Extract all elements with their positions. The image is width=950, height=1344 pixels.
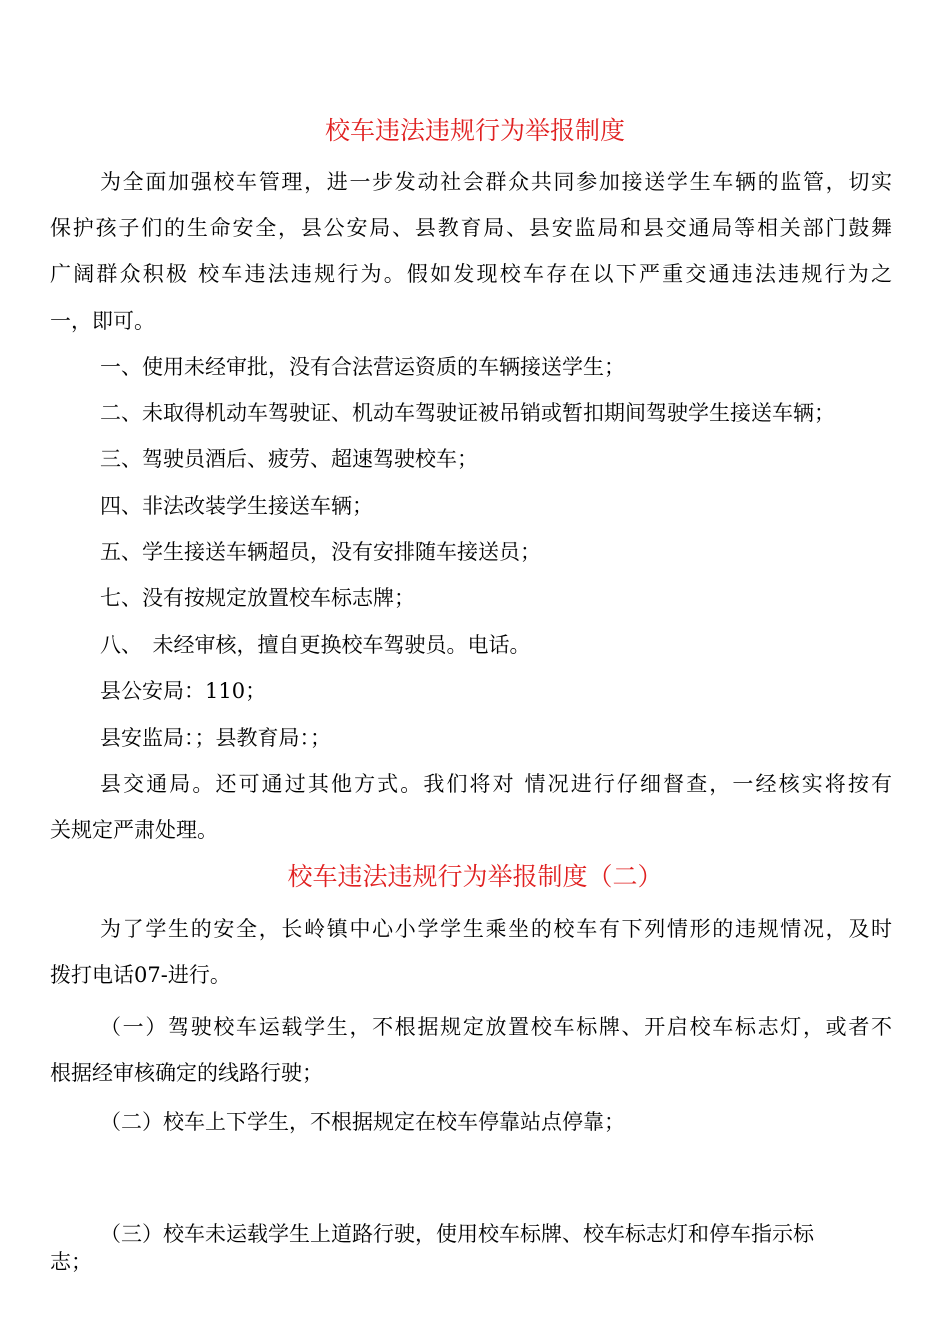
section1-title: 校车违法违规行为举报制度 bbox=[324, 116, 625, 145]
section1-item-2: 二、未取得机动车驾驶证、机动车驾驶证被吊销或暂扣期间驾驶学生接送车辆； bbox=[100, 401, 835, 425]
section2-item3-line-2: 志； bbox=[50, 1250, 92, 1274]
section1-closing-line-1: 县交通局。还可通过其他方式。我们将对 情况进行仔细督查，一经核实将按有 bbox=[100, 772, 892, 796]
section1-phone-police: 县公安局：110； bbox=[100, 679, 267, 703]
section2-intro-line-1: 为了学生的安全，长岭镇中心小学学生乘坐的校车有下列情形的违规情况，及时 bbox=[100, 917, 892, 941]
section1-closing-line-2: 关规定严肃处理。 bbox=[50, 818, 218, 842]
section1-intro-line-1: 为全面加强校车管理，进一步发动社会群众共同参加接送学生车辆的监管，切实 bbox=[100, 170, 892, 194]
section1-intro-line-3: 广阔群众积极 校车违法违规行为。假如发现校车存在以下严重交通违法违规行为之 bbox=[50, 262, 892, 286]
section1-item-8: 八、 未经审核，擅自更换校车驾驶员。电话。 bbox=[100, 633, 531, 657]
section1-item-5: 五、学生接送车辆超员，没有安排随车接送员； bbox=[100, 540, 541, 564]
section2-item2: （二）校车上下学生，不根据规定在校车停靠站点停靠； bbox=[100, 1110, 625, 1134]
section1-intro-line-4: 一，即可。 bbox=[50, 309, 155, 333]
section2-item3-line-1: （三）校车未运载学生上道路行驶，使用校车标牌、校车标志灯和停车指示标 bbox=[100, 1222, 814, 1246]
section1-item-3: 三、驾驶员酒后、疲劳、超速驾驶校车； bbox=[100, 447, 478, 471]
section2-intro-line-2: 拨打电话07-进行。 bbox=[50, 963, 231, 987]
section1-intro-line-2: 保护孩子们的生命安全，县公安局、县教育局、县安监局和县交通局等相关部门鼓舞 bbox=[50, 216, 892, 240]
section2-item1-line-2: 根据经审核确定的线路行驶； bbox=[50, 1061, 323, 1085]
section1-item-7: 七、没有按规定放置校车标志牌； bbox=[100, 586, 415, 610]
section1-phone-safety-education: 县安监局：；县教育局：； bbox=[100, 726, 331, 750]
section1-item-1: 一、使用未经审批，没有合法营运资质的车辆接送学生； bbox=[100, 355, 625, 379]
section2-title: 校车违法违规行为举报制度（二） bbox=[287, 862, 663, 891]
section1-item-4: 四、非法改装学生接送车辆； bbox=[100, 494, 373, 518]
section2-item1-line-1: （一）驾驶校车运载学生，不根据规定放置校车标牌、开启校车标志灯，或者不 bbox=[100, 1015, 892, 1039]
